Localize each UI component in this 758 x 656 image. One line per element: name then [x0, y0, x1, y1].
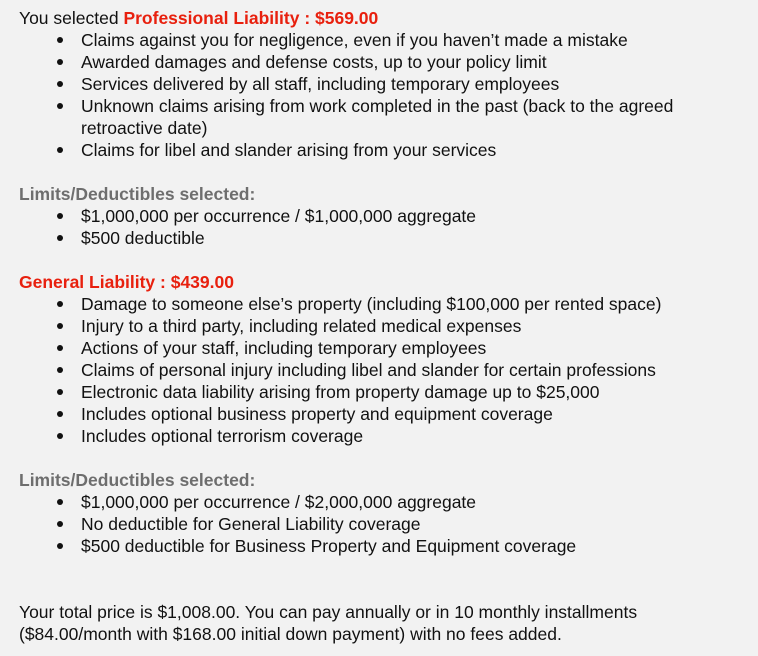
list-item: $500 deductible for Business Property and Equipment coverage	[81, 535, 758, 557]
list-item: Unknown claims arising from work completed in the past (back to the agreed retroactive date)	[81, 95, 758, 139]
list-item: Actions of your staff, including temporary employees	[81, 337, 758, 359]
professional-liability-title: Professional Liability : $569.00	[123, 8, 379, 28]
professional-liability-headline	[19, 7, 758, 29]
general-limits-list	[19, 491, 758, 557]
list-item: $1,000,000 per occurrence / $1,000,000 aggregate	[81, 205, 758, 227]
total-price-text: Your total price is $1,008.00. You can pay annually or in 10 monthly installments ($84.00/month with $168.00 initial down payment) with no fees added.	[19, 602, 638, 644]
professional-limits-list	[19, 205, 758, 249]
spacer	[19, 249, 758, 271]
list-item: Awarded damages and defense costs, up to your policy limit	[81, 51, 758, 73]
spacer	[19, 161, 758, 183]
list-item: Includes optional business property and equipment coverage	[81, 403, 758, 425]
general-liability-headline	[19, 271, 758, 293]
list-item: Electronic data liability arising from property damage up to $25,000	[81, 381, 758, 403]
general-coverage-list	[19, 293, 758, 447]
list-item: No deductible for General Liability coverage	[81, 513, 758, 535]
list-item: Claims against you for negligence, even if you haven’t made a mistake	[81, 29, 758, 51]
general-liability-title: General Liability : $439.00	[19, 272, 234, 292]
general-limits-heading: Limits/Deductibles selected:	[19, 470, 256, 490]
list-item: $500 deductible	[81, 227, 758, 249]
list-item: $1,000,000 per occurrence / $2,000,000 aggregate	[81, 491, 758, 513]
professional-limits-heading: Limits/Deductibles selected:	[19, 184, 256, 204]
list-item: Claims for libel and slander arising from your services	[81, 139, 758, 161]
spacer	[19, 447, 758, 469]
spacer	[19, 557, 758, 601]
list-item: Injury to a third party, including related medical expenses	[81, 315, 758, 337]
professional-coverage-list	[19, 29, 758, 161]
list-item: Damage to someone else’s property (including $100,000 per rented space)	[81, 293, 758, 315]
list-item: Services delivered by all staff, including temporary employees	[81, 73, 758, 95]
list-item: Claims of personal injury including libel and slander for certain professions	[81, 359, 758, 381]
selection-intro: You selected	[19, 8, 124, 28]
list-item: Includes optional terrorism coverage	[81, 425, 758, 447]
